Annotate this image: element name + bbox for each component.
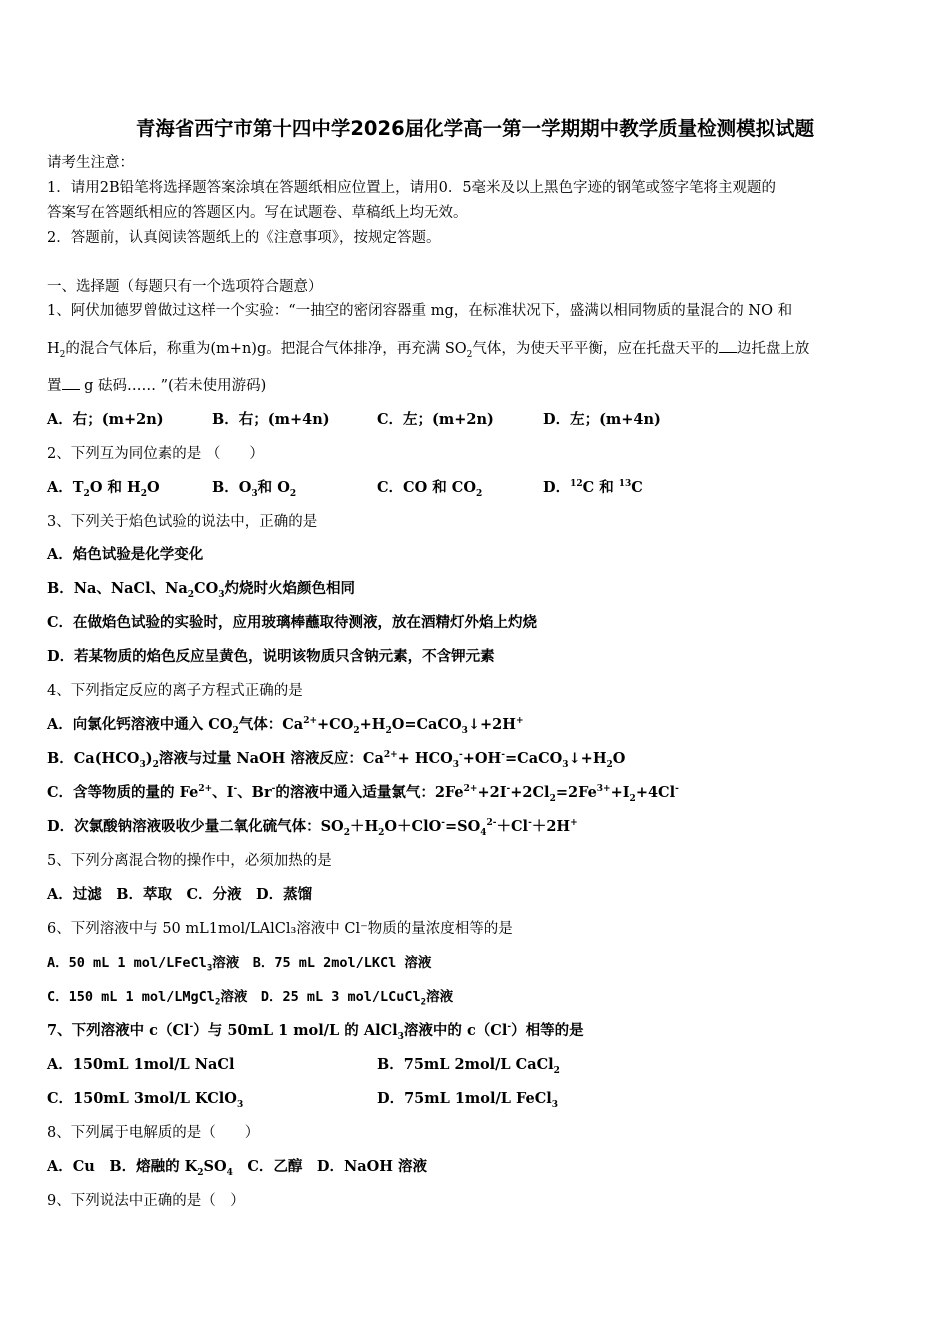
question-1-option-a: A．右；(m+2n): [47, 411, 164, 428]
notice-line-3: 2．答题前，认真阅读答题纸上的《注意事项》，按规定答题。: [47, 230, 441, 246]
question-7-option-c: C．150mL 3mol/L KClO$_3$: [47, 1090, 244, 1110]
question-8-stem: 8、下列属于电解质的是（ ）: [47, 1125, 260, 1141]
question-1-line-1: 1、阿伏加德罗曾做过这样一个实验：“一抽空的密闭容器重 mg，在标准状况下，盛满以相同物质的量混合的 NO 和: [47, 303, 793, 319]
question-5-stem: 5、下列分离混合物的操作中，必须加热的是: [47, 853, 332, 869]
question-2-stem: 2、下列互为同位素的是 （ ）: [47, 446, 264, 462]
question-6-options-ab: A．50 mL 1 mol/LFeCl$_3$溶液 B．75 mL 2mol/LKCl 溶液: [47, 955, 432, 974]
question-4-option-d: D．次氯酸钠溶液吸收少量二氧化硫气体：$SO_2+H_2O+ClO^-=SO_4^{2-}+Cl^-+2H^+$: [47, 818, 578, 838]
question-3-option-b: B．Na、NaCl、$Na_2CO_3$灼烧时火焰颜色相同: [47, 580, 355, 600]
question-7-option-b: B．75mL 2mol/L CaCl$_2$: [377, 1056, 560, 1076]
notice-line-2: 答案写在答题纸相应的答题区内。写在试题卷、草稿纸上均无效。: [47, 205, 468, 221]
notice-heading: 请考生注意：: [47, 155, 134, 171]
question-5-options: A．过滤 B．萃取 C．分液 D．蒸馏: [47, 886, 313, 903]
question-6-options-cd: C．150 mL 1 mol/LMgCl$_2$溶液 D．25 mL 3 mol/LCuCl$_2$溶液: [47, 989, 454, 1008]
question-7-option-d: D．75mL 1mol/L FeCl$_3$: [377, 1090, 559, 1110]
page-title: 青海省西宁市第十四中学2026届化学高一第一学期期中教学质量检测模拟试题: [135, 117, 815, 140]
answer-blank: [719, 340, 737, 353]
question-2-option-b: B．$O_3$和 $O_2$: [212, 479, 297, 499]
notice-line-1: 1．请用2B铅笔将选择题答案涂填在答题纸相应位置上，请用0．5毫米及以上黑色字迹的钢笔或签字笔将主观题的: [47, 180, 777, 196]
question-1-line-2: $H_2$的混合气体后，称重为(m+n)g。把混合气体排净，再充满 $SO_2$气体，为使天平平衡，应在托盘天平的 边托盘上放: [47, 341, 810, 360]
question-3-option-d: D．若某物质的焰色反应呈黄色，说明该物质只含钠元素，不含钾元素: [47, 648, 495, 665]
question-9-stem: 9、下列说法中正确的是（ ）: [47, 1193, 245, 1209]
question-4-option-c: C．含等物质的量的 $Fe^{2+}$、I-、Br-的溶液中通入适量氯气：$2Fe^{2+}+2I^-+2Cl_2=2Fe^{3+}+I_2+4Cl^-$: [47, 784, 679, 804]
question-4-option-a: A．向氯化钙溶液中通入 $CO_2$气体：$Ca^{2+}+CO_2+H_2O=CaCO_3↓+2H^+$: [47, 716, 524, 736]
question-3-option-a: A．焰色试验是化学变化: [47, 546, 204, 563]
question-1-option-d: D．左；(m+4n): [543, 411, 661, 428]
question-7-stem: 7、下列溶液中 c（Cl-）与 50mL 1 mol/L 的 AlCl$_3$溶液中的 c（Cl-）相等的是: [47, 1022, 584, 1042]
question-7-option-a: A．150mL 1mol/L NaCl: [47, 1056, 235, 1073]
question-8-options: A．Cu B．熔融的 $K_2SO_4$ C．乙醇 D．NaOH 溶液: [47, 1158, 428, 1178]
section-heading: 一、选择题（每题只有一个选项符合题意）: [47, 279, 323, 295]
question-3-stem: 3、下列关于焰色试验的说法中，正确的是: [47, 514, 318, 530]
question-6-stem: 6、下列溶液中与 50 mL1mol/LAlCl₃溶液中 Cl⁻物质的量浓度相等的是: [47, 921, 513, 937]
question-2-option-d: D．$^{12}$C 和 $^{13}$C: [543, 479, 643, 496]
question-4-stem: 4、下列指定反应的离子方程式正确的是: [47, 683, 303, 699]
question-1-line-3: 置 g 砝码…… ”(若未使用游码): [47, 378, 267, 394]
question-4-option-b: B．$Ca(HCO_3)_2$溶液与过量 NaOH 溶液反应：$Ca^{2+}+$ $HCO_3^-+OH^-=CaCO_3↓+H_2O$: [47, 750, 626, 770]
question-3-option-c: C．在做焰色试验的实验时，应用玻璃棒蘸取待测液，放在酒精灯外焰上灼烧: [47, 614, 538, 631]
question-2-option-c: C．CO 和 $CO_2$: [377, 479, 483, 499]
answer-blank: [62, 377, 80, 390]
question-1-option-c: C．左；(m+2n): [377, 411, 494, 428]
question-2-option-a: A．$T_2O$ 和 $H_2O$: [47, 479, 160, 499]
question-1-option-b: B．右；(m+4n): [212, 411, 330, 428]
